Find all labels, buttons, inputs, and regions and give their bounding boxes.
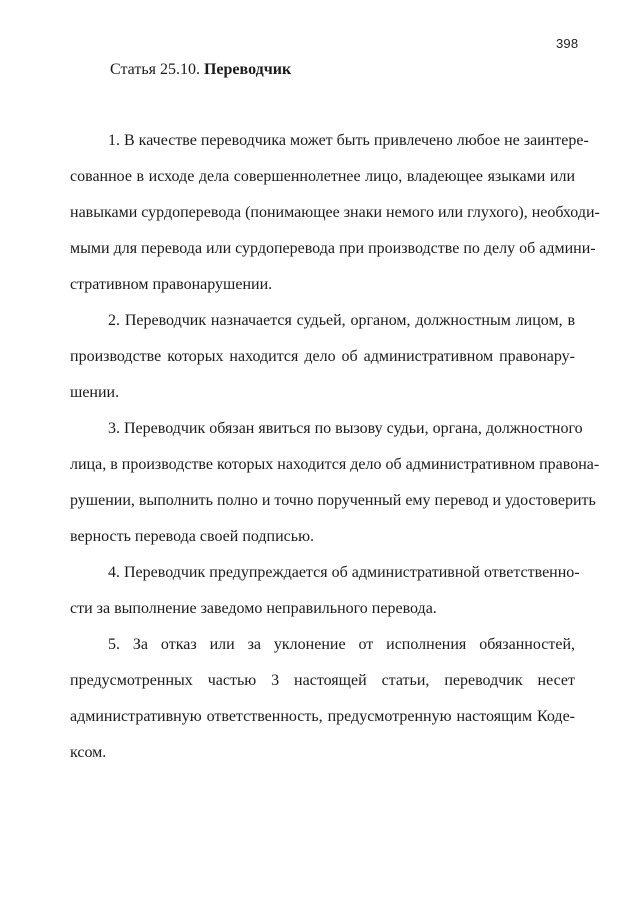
text-line: административную ответственность, предусмотренную настоящим Коде- (70, 708, 575, 725)
text-line: 1. В качестве переводчика может быть привлечено любое не заинтере- (108, 132, 589, 149)
text-line: 4. Переводчик предупреждается об административной ответственно- (108, 564, 580, 581)
article-number: Статья 25.10. (110, 61, 200, 78)
text-line: ксом. (70, 744, 107, 761)
page-number: 398 (556, 36, 579, 51)
text-line: рушении, выполнить полно и точно порученный ему перевод и удостоверить (70, 492, 596, 509)
text-line: сованное в исходе дела совершеннолетнее лицо, владеющее языками или (70, 168, 575, 185)
text-line: мыми для перевода или сурдоперевода при производстве по делу об админи- (70, 240, 596, 257)
text-line: сти за выполнение заведомо неправильного перевода. (70, 600, 437, 617)
text-line: шении. (70, 384, 120, 401)
text-line: 2. Переводчик назначается судьей, органом, должностным лицом, в (108, 312, 575, 329)
text-line: производстве которых находится дело об административном правонару- (70, 348, 575, 365)
article-title: Переводчик (203, 61, 292, 78)
text-line: навыками сурдоперевода (понимающее знаки немого или глухого), необходи- (70, 204, 600, 221)
text-line: верность перевода своей подписью. (70, 528, 315, 545)
text-line: 3. Переводчик обязан явиться по вызову судьи, органа, должностного (108, 420, 583, 437)
text-line: лица, в производстве которых находится дело об административном правона- (70, 456, 600, 473)
text-line: предусмотренных частью 3 настоящей статьи, переводчик несет (70, 672, 575, 689)
text-line: 5. За отказ или за уклонение от исполнения обязанностей, (108, 636, 575, 653)
text-line: стративном правонарушении. (70, 276, 273, 293)
